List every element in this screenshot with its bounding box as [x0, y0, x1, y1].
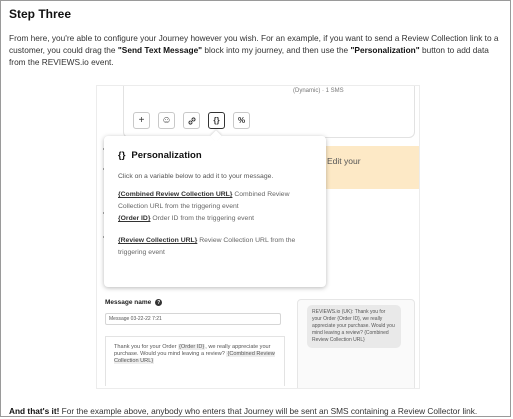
edit-block-panel	[312, 146, 420, 189]
sms-count-text: (Dynamic) · 1 SMS	[293, 88, 344, 94]
variable-item[interactable]: {Review Collection URL} Review Collection URL from the triggering event	[118, 237, 296, 256]
variable-item[interactable]: {Order ID} Order ID from the triggering event	[118, 215, 254, 222]
percent-icon: %	[237, 116, 246, 125]
shorten-link-button[interactable]	[233, 112, 250, 129]
plus-icon: +	[138, 115, 145, 126]
sms-preview-bubble: REVIEWS.io (UK): Thank you for your Order {Order ID}, we really appreciate your purchase. Would you mind leaving a review? {Combined Review Collection URL}	[307, 305, 401, 348]
step-heading: Step Three	[9, 7, 72, 21]
intro-paragraph: From here, you're able to configure your Journey however you wish. For an example, if you want to send a Review Collection link to a customer, you could drag the "Send Text Message" block into my journey, and then use the "Personalization" button to add data from the REVIEWS.io event.	[9, 33, 499, 67]
message-name-input[interactable]: Message 03-22-22 7:21	[105, 313, 281, 325]
link-button[interactable]	[183, 112, 200, 129]
message-body-editor[interactable]: Thank you for your Order {Order ID}, we really appreciate your purchase. Would you mind leaving a review? {Combined Review Collection URL}	[105, 336, 285, 386]
variable-item[interactable]: {Combined Review Collection URL} Combined Review Collection URL from the triggering event	[118, 191, 290, 210]
braces-icon: {}	[118, 150, 126, 161]
smiley-icon: ☺	[161, 115, 172, 126]
braces-icon: {}	[213, 116, 220, 125]
popup-help-text: Click on a variable below to add it to your message.	[118, 173, 274, 180]
link-icon	[187, 116, 197, 126]
popup-title: {} Personalization	[118, 150, 202, 161]
add-button[interactable]	[133, 112, 150, 129]
personalization-popup	[104, 136, 326, 287]
message-name-label: Message name ?	[105, 299, 161, 306]
outro-paragraph: And that's it! For the example above, anybody who enters that Journey will be sent an SMS containing a Review Collector link.	[9, 406, 478, 416]
personalization-button[interactable]	[208, 112, 225, 129]
edit-block-text: Edit your	[327, 156, 361, 166]
help-icon[interactable]: ?	[157, 299, 161, 306]
journey-screenshot	[96, 85, 420, 389]
emoji-button[interactable]	[158, 112, 175, 129]
